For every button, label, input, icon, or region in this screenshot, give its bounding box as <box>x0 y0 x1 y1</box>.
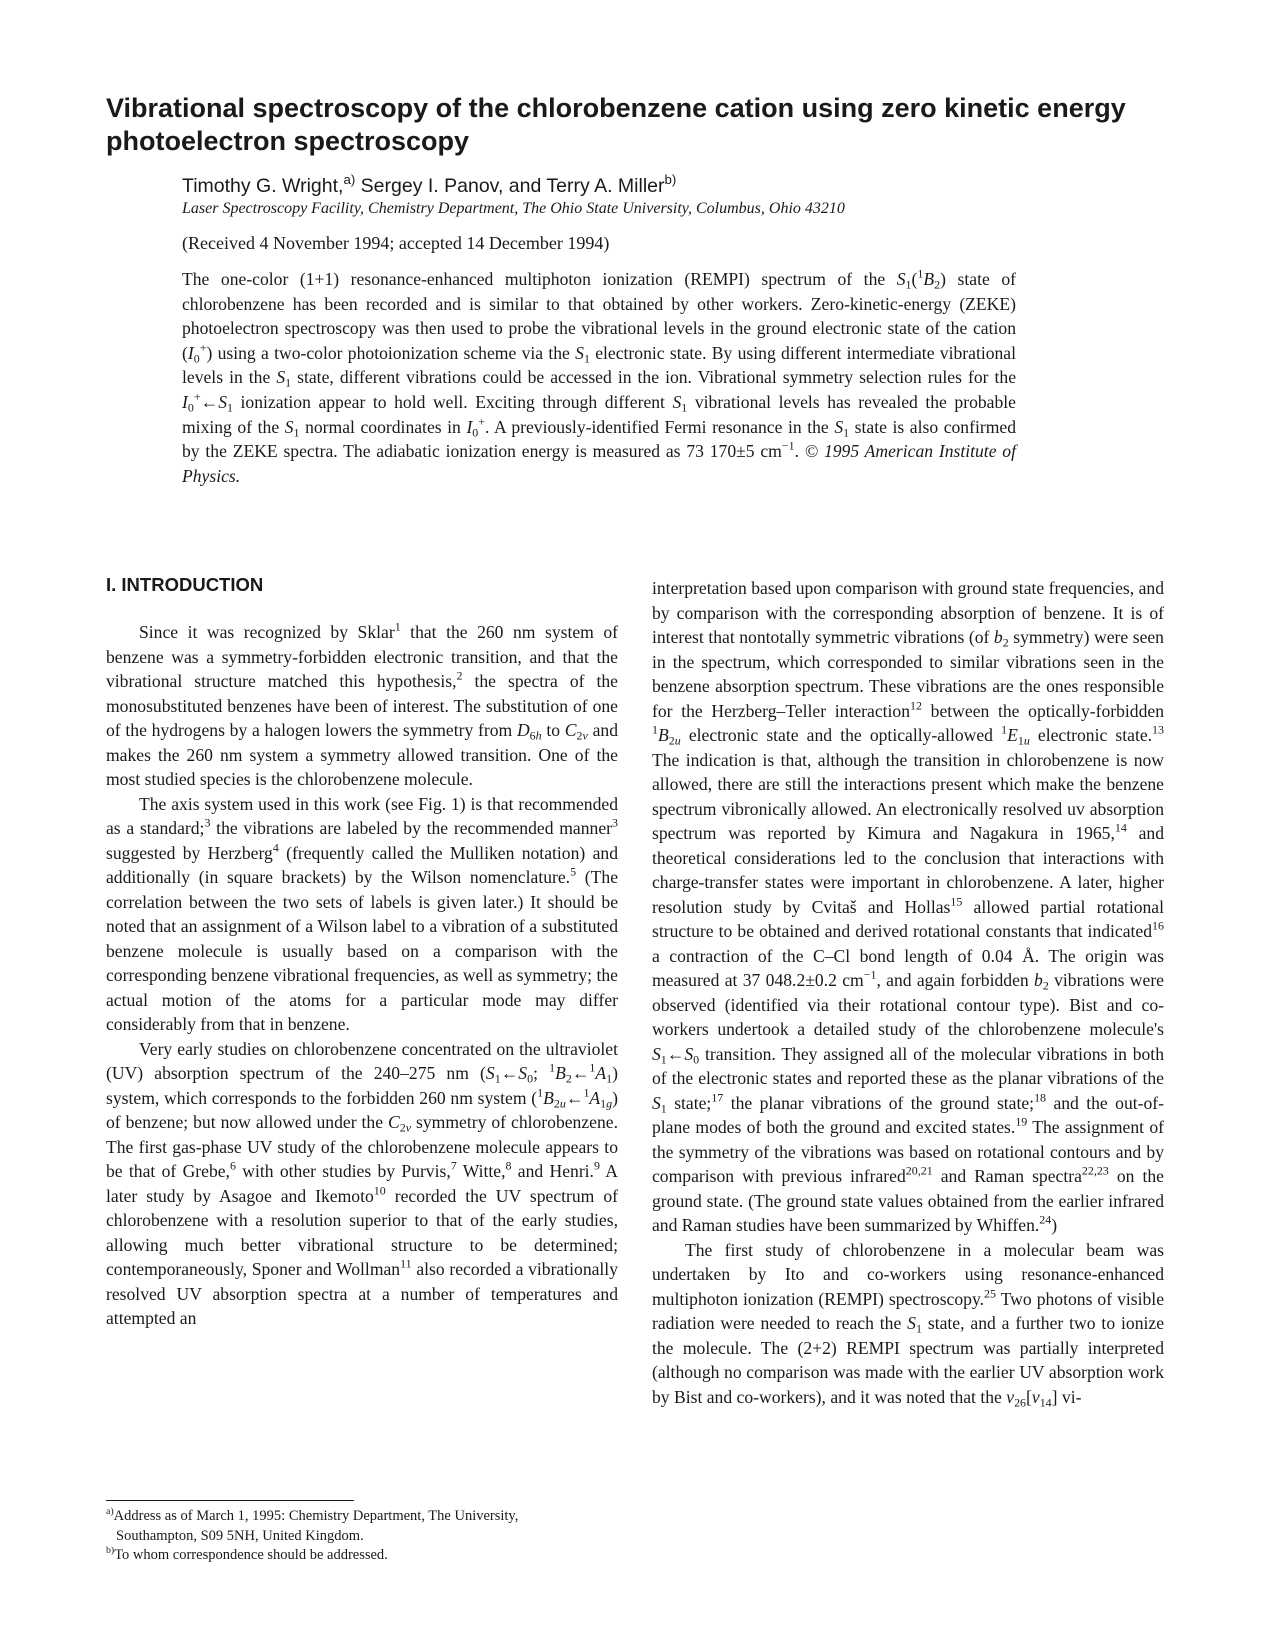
paragraph: Very early studies on chlorobenzene concentrated on the ultraviolet (UV) absorption spectrum of the 240–275 nm ($S_1\leftarrow S_0$; $^1B_2\leftarrow^1A_1$) system, which corresponds to the forbidden 260 nm system $(^1B_{2u}\leftarrow^1A_{1g})$ of benzene; but now allowed under the $C_{2v}$ symmetry of chlorobenzene. The first gas-phase UV study of the chlorobenzene molecule appears to be that of Grebe,$^6$ with other studies by Purvis,$^7$ Witte,$^8$ and Henri.$^9$ A later study by Asagoe and Ikemoto$^{10}$ recorded the UV spectrum of chlorobenzene with a resolution superior to that of the early studies, allowing much better vibrational structure to be determined; contemporaneously, Sponer and Wollman$^{11}$ also recorded a vibrationally resolved UV absorption spectra at a number of temperatures and attempted an <box>106 1038 619 1328</box>
column-right <box>652 576 1164 1409</box>
footnote-mark-a: a) <box>343 171 356 187</box>
received-dates: (Received 4 November 1994; accepted 14 December 1994) <box>182 233 610 253</box>
paragraph: The axis system used in this work (see Fig. 1) is that recommended as a standard;$^3$ the vibrations are labeled by the recommended manner$^3$ suggested by Herzberg$^4$ (frequently called the Mulliken notation) and additionally (in square brackets) by the Wilson nomenclature.$^5$ (The correlation between the two sets of labels is given later.) It should be noted that an assignment of a Wilson label to a vibration of a substituted benzene molecule is usually based on a comparison with the corresponding benzene vibrational frequencies, as well as symmetry; the actual motion of the atoms for a particular mode may differ considerably from that in benzene. <box>106 793 618 1034</box>
column-left <box>106 576 618 1331</box>
paragraph: interpretation based upon comparison with ground state frequencies, and by comparison with the corresponding absorption of benzene. It is of interest that nontotally symmetric vibrations (of $b_2$ symmetry) were seen in the spectrum, which corresponded to similar vibrations seen in the benzene absorption spectrum. These vibrations are the ones responsible for the Herzberg–Teller interaction$^{12}$ between the optically-forbidden $^1B_{2u}$ electronic state and the optically-allowed $^1E_{1u}$ electronic state.$^{13}$ The indication is that, although the transition in chlorobenzene is now allowed, there are still the interactions present which make the benzene spectrum vibronically allowed. An electronically resolved uv absorption spectrum was reported by Kimura and Nagakura in 1965,14 and theoretical considerations led to the conclusion that interactions with charge-transfer states were important in chlorobenzene. A later, higher resolution study by Cvitaš and Hollas$^{15}$ allowed partial rotational structure to be obtained and derived rotational constants that indicated$^{16}$ a contraction of the C–Cl bond length of 0.04 Å. The origin was measured at 37 048.2±0.2 $cm^{-1}$, and again forbidden $b_2$ vibrations were observed (identified via their rotational contour type). Bist and co-workers undertook a detailed study of the chlorobenzene molecule's $S_1\leftarrow S_0$ transition. They assigned all of the molecular vibrations in both of the electronic states and reported these as the planar vibrations of the $S_1$ state;$^{17}$ the planar vibrations of the ground state;$^{18}$ and the out-of-plane modes of both the ground and excited states.$^{19}$ The assignment of the symmetry of the vibrations was based on rotational contours and by comparison with previous infrared$^{20,21}$ and Raman spectra$^{22,23}$ on the ground state. (The ground state values obtained from the earlier infrared and Raman studies have been summarized by Whiffen.$^{24}$) <box>652 578 1165 1235</box>
author-panov-miller: Sergey I. Panov, and Terry A. Miller <box>355 175 665 197</box>
author-wright: Timothy G. Wright, <box>182 175 344 197</box>
footnote-a: $^{a)}$Address as of March 1, 1995: Chemistry Department, The University, <box>106 1505 519 1524</box>
copyright-notice: © 1995 American Institute of Physics. <box>182 441 1016 486</box>
abstract: The one-color (1+1) resonance-enhanced multiphoton ionization (REMPI) spectrum of the $S_1(^1B_2)$ state of chlorobenzene has been recorded and is similar to that obtained by other workers. Zero-kinetic-energy (ZEKE) photoelectron spectroscopy was then used to probe the vibrational levels in the ground electronic state of the cation $(I_0^+)$ using a two-color photoionization scheme via the $S_1$ electronic state. By using different intermediate vibrational levels in the $S_1$ state, different vibrations could be accessed in the ion. Vibrational symmetry selection rules for the $I_0^+\leftarrow S_1$ ionization appear to hold well. Exciting through different $S_1$ vibrational levels has revealed the probable mixing of the $S_1$ normal coordinates in $I_0^+$. A previously-identified Fermi resonance in the $S_1$ state is also confirmed by the ZEKE spectra. The adiabatic ionization energy is measured as 73 170±5 $cm^{-1}$. © 1995 American Institute of Physics. <box>182 266 1017 486</box>
paragraph: The first study of chlorobenzene in a molecular beam was undertaken by Ito and co-workers using resonance-enhanced multiphoton ionization (REMPI) spectroscopy.$^{25}$ Two photons of visible radiation were needed to reach the $S_1$ state, and a further two to ionize the molecule. The (2+2) REMPI spectrum was partially interpreted (although no comparison was made with the earlier UV absorption work by Bist and co-workers), and it was noted that the $\nu_{26}[\nu_{14}]$ vi- <box>652 1239 1165 1410</box>
section-heading-introduction: I. INTRODUCTION <box>106 574 264 595</box>
footnote-divider <box>106 1500 354 1501</box>
paragraph: Since it was recognized by Sklar$^1$ that the 260 nm system of benzene was a symmetry-forbidden electronic transition, and that the vibrational structure matched this hypothesis,$^2$ the spectra of the monosubstituted benzenes have been of interest. The substitution of one of the hydrogens by a halogen lowers the symmetry from $D_{6h}$ to $C_{2v}$ and makes the 260 nm system a symmetry allowed transition. One of the most studied species is the chlorobenzene molecule. <box>106 619 619 789</box>
article-title: Vibrational spectroscopy of the chlorobenzene cation using zero kinetic energy photoelectron spectroscopy <box>106 93 1126 156</box>
footnote-b: $^{b)}$To whom correspondence should be addressed. <box>106 1544 388 1563</box>
footnotes <box>106 1507 618 1566</box>
author-affiliation: Laser Spectroscopy Facility, Chemistry Department, The Ohio State University, Columbus, Ohio 43210 <box>182 200 845 217</box>
author-list <box>182 171 1182 198</box>
footnote-a-continued: Southampton, S09 5NH, United Kingdom. <box>116 1527 364 1544</box>
footnote-mark-b: b) <box>664 171 677 187</box>
